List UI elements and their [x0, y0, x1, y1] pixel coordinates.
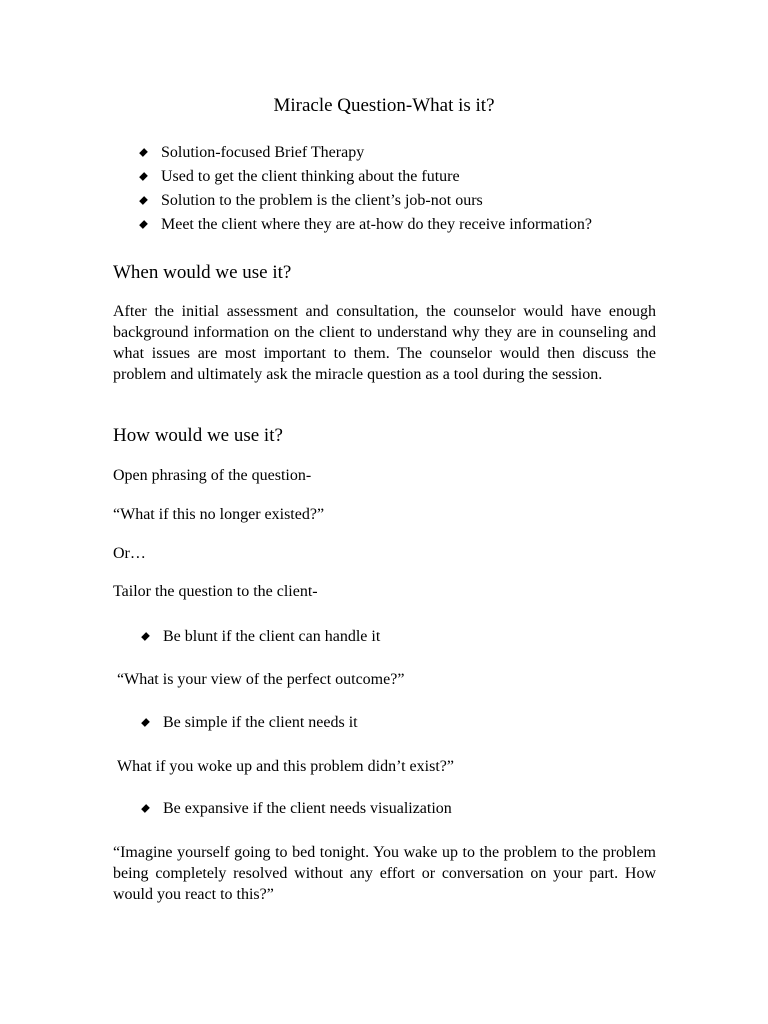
- bullet-text: Used to get the client thinking about the future: [161, 168, 460, 185]
- or-text: Or…: [113, 545, 146, 562]
- bullet-text: Solution-focused Brief Therapy: [161, 144, 365, 161]
- page-title: Miracle Question-What is it?: [273, 95, 495, 116]
- section-heading-when: When would we use it?: [113, 262, 292, 283]
- tailor-text: Tailor the question to the client-: [113, 583, 318, 600]
- diamond-bullet-icon: [139, 196, 148, 205]
- diamond-bullet-icon: [141, 804, 150, 813]
- section-heading-how: How would we use it?: [113, 425, 283, 446]
- diamond-bullet-icon: [141, 632, 150, 641]
- blunt-question-text: “What is your view of the perfect outcome?”: [117, 671, 405, 688]
- open-question-text: “What if this no longer existed?”: [113, 506, 325, 523]
- diamond-bullet-icon: [139, 220, 148, 229]
- diamond-bullet-icon: [139, 148, 148, 157]
- bullet-text: Be expansive if the client needs visualization: [163, 800, 452, 817]
- open-phrasing-text: Open phrasing of the question-: [113, 467, 312, 484]
- bullet-text: Solution to the problem is the client’s job-not ours: [161, 192, 483, 209]
- diamond-bullet-icon: [139, 172, 148, 181]
- simple-question-text: What if you woke up and this problem didn’t exist?”: [117, 758, 454, 775]
- expansive-question-text: “Imagine yourself going to bed tonight. You wake up to the problem to the problem being completely resolved without any effort or conversation on your part. How would you react to this?”: [113, 844, 656, 903]
- bullet-text: Be blunt if the client can handle it: [163, 628, 381, 645]
- bullet-text: Be simple if the client needs it: [163, 714, 358, 731]
- section-when-body: After the initial assessment and consultation, the counselor would have enough background information on the client to understand why they are in counseling and what issues are most important to them. The counselor would then discuss the problem and ultimately ask the miracle question as a tool during the session.: [113, 303, 656, 383]
- bullet-text: Meet the client where they are at-how do they receive information?: [161, 216, 592, 233]
- diamond-bullet-icon: [141, 718, 150, 727]
